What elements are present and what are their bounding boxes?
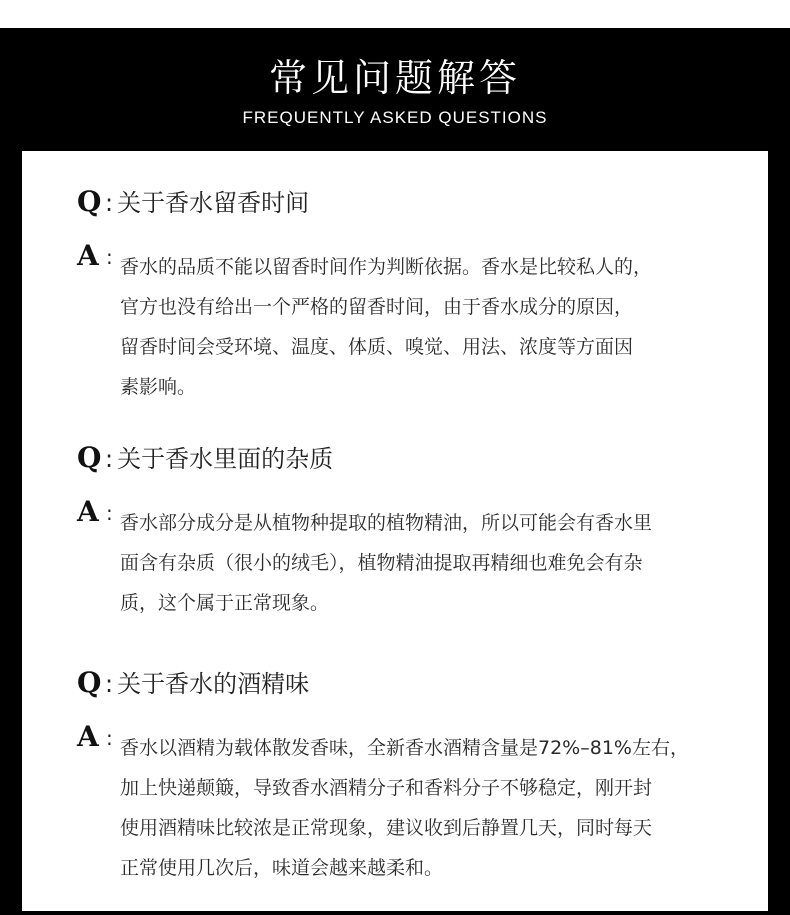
q-colon: : bbox=[105, 445, 114, 473]
answer-line: 素影响。 bbox=[120, 376, 197, 398]
q-mark: Q bbox=[77, 185, 102, 218]
answer-text bbox=[120, 503, 720, 623]
answer-line: 使用酒精味比较浓是正常现象，建议收到后静置几天，同时每天 bbox=[120, 817, 653, 839]
page-subtitle: FREQUENTLY ASKED QUESTIONS bbox=[242, 108, 548, 127]
a-colon: : bbox=[106, 726, 113, 750]
answer-line: 加上快递颠簸，导致香水酒精分子和香料分子不够稳定，刚开封 bbox=[120, 777, 653, 799]
a-mark: A bbox=[77, 720, 99, 753]
q-mark: Q bbox=[77, 441, 102, 474]
answer-line: 面含有杂质（很小的绒毛），植物精油提取再精细也难免会有杂 bbox=[120, 552, 643, 574]
question-text: 关于香水里面的杂质 bbox=[117, 445, 334, 473]
page-title: 常见问题解答 bbox=[268, 56, 521, 100]
a-colon: : bbox=[106, 501, 113, 525]
question-text: 关于香水的酒精味 bbox=[117, 670, 310, 698]
faq-question-3 bbox=[77, 664, 309, 699]
a-mark: A bbox=[77, 495, 99, 528]
answer-line: 香水部分成分是从植物种提取的植物精油，所以可能会有香水里 bbox=[120, 512, 653, 534]
q-mark: Q bbox=[77, 666, 102, 699]
question-text: 关于香水留香时间 bbox=[117, 189, 310, 217]
faq-panel bbox=[22, 151, 768, 911]
faq-question-2 bbox=[77, 439, 333, 474]
answer-line: 香水以酒精为载体散发香味，全新香水酒精含量是72%–81%左右， bbox=[120, 737, 689, 759]
answer-line: 香水的品质不能以留香时间作为判断依据。香水是比较私人的， bbox=[120, 256, 653, 278]
q-colon: : bbox=[105, 670, 114, 698]
q-colon: : bbox=[105, 189, 114, 217]
answer-line: 留香时间会受环境、温度、体质、嗅觉、用法、浓度等方面因 bbox=[120, 336, 634, 358]
answer-text bbox=[120, 728, 720, 888]
answer-line: 正常使用几次后，味道会越来越柔和。 bbox=[120, 857, 444, 879]
faq-question-1 bbox=[77, 183, 309, 218]
answer-line: 质，这个属于正常现象。 bbox=[120, 592, 330, 614]
a-colon: : bbox=[106, 245, 113, 269]
answer-line: 官方也没有给出一个严格的留香时间，由于香水成分的原因， bbox=[120, 296, 634, 318]
a-mark: A bbox=[77, 239, 99, 272]
answer-text bbox=[120, 247, 720, 407]
